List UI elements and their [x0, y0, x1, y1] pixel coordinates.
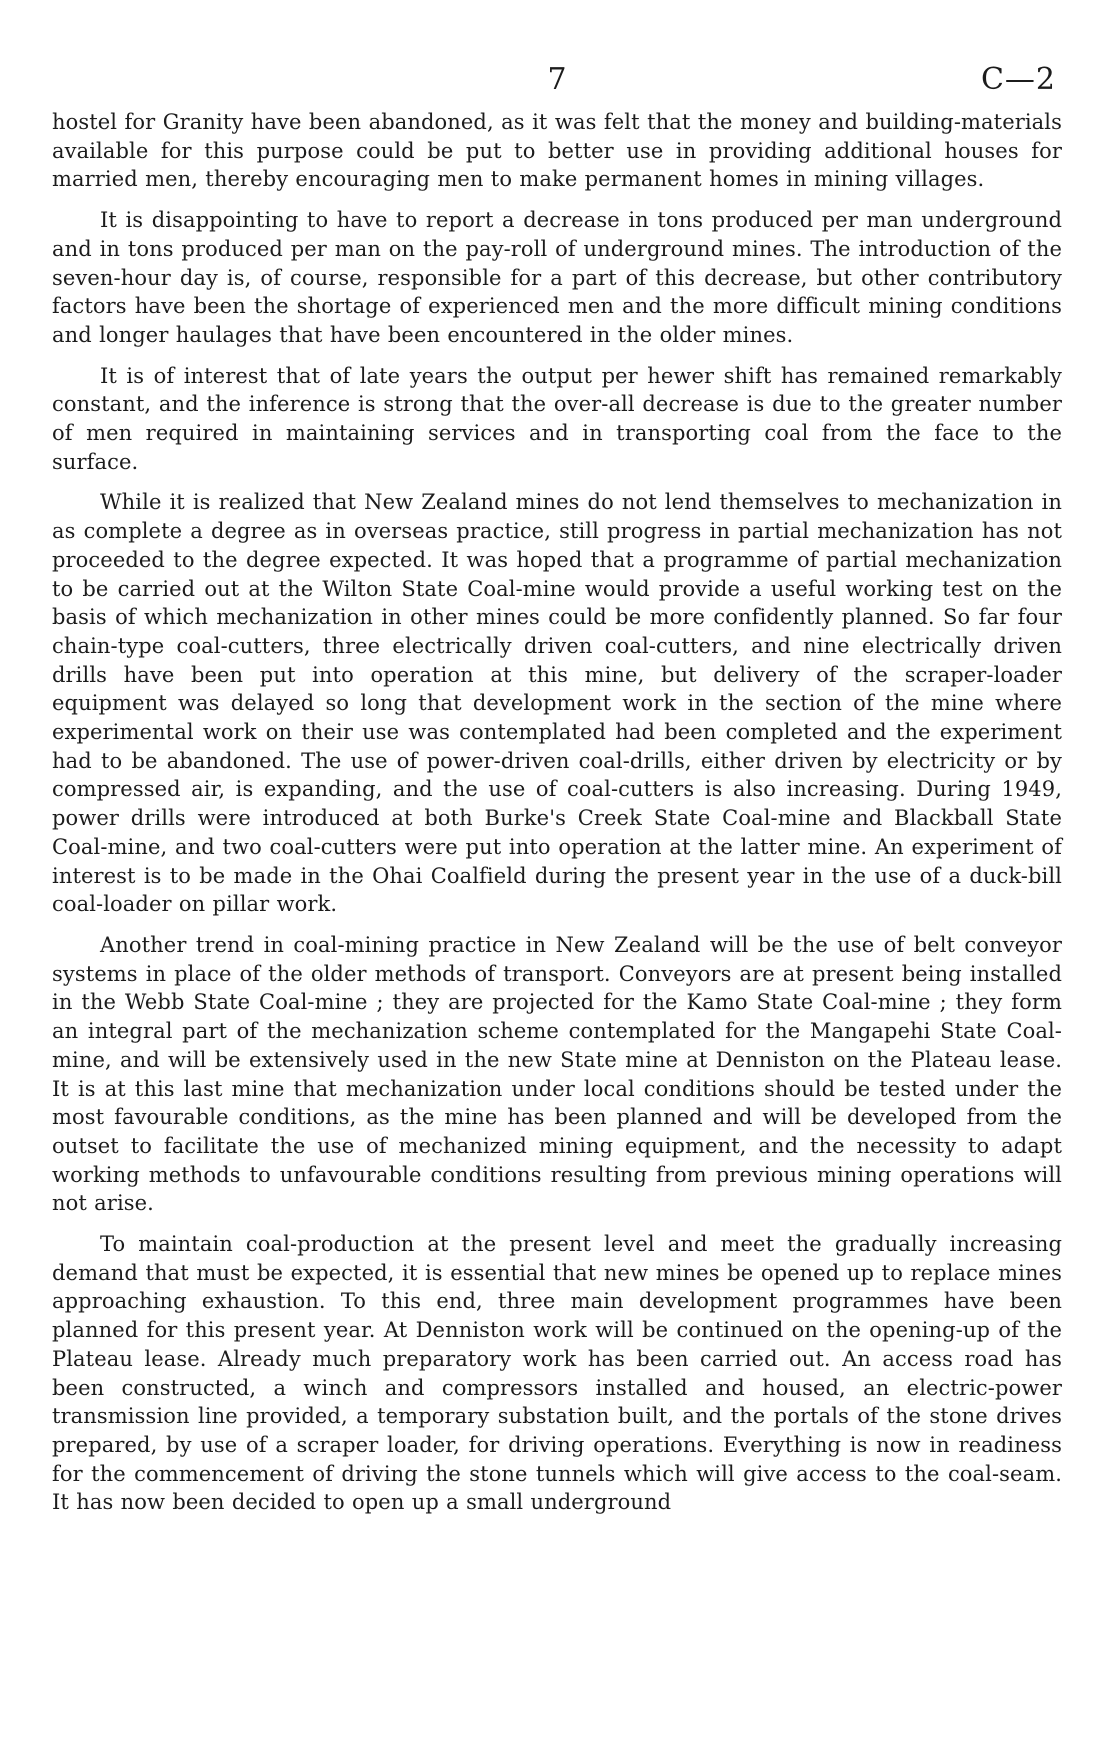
- page-header: [0, 62, 1114, 102]
- paragraph-tons-decrease: It is disappointing to have to report a decrease in tons produced per man underground and in tons produced per man on the pay-roll of underground mines. The introduction of the seven-hour day is, of course, responsible for a part of this decrease, but other contributory factors have been the shortage of experienced men and the more difficult mining conditions and longer haulages that have been encountered in the older mines.: [52, 208, 1062, 347]
- paragraph-development-programmes: To maintain coal-production at the present level and meet the gradually increasing demand that must be expected, it is essential that new mines be opened up to replace mines approaching exhaustion. To this end, three main development programmes have been planned for this present year. At Denniston work will be continued on the opening-up of the Plateau lease. Already much preparatory work has been carried out. An access road has been constructed, a winch and compressors installed and housed, an electric-power transmission line provided, a temporary substation built, and the portals of the stone drives prepared, by use of a scraper loader, for driving operations. Everything is now in readiness for the commencement of driving the stone tunnels which will give access to the coal-seam. It has now been decided to open up a small underground: [52, 1232, 1062, 1515]
- paragraph-continued-hostel: hostel for Granity have been abandoned, as it was felt that the money and building-materials available for this purpose could be put to better use in providing additional houses for married men, thereby encouraging men to make permanent homes in mining villages.: [52, 110, 1062, 192]
- paragraph-mechanization: While it is realized that New Zealand mines do not lend themselves to mechanization in as complete a degree as in overseas practice, still progress in partial mechanization has not proceeded to the degree expected. It was hoped that a programme of partial mechanization to be carried out at the Wilton State Coal-mine would provide a useful working test on the basis of which mechanization in other mines could be more confidently planned. So far four chain-type coal-cutters, three electrically driven coal-cutters, and nine electrically driven drills have been put into operation at this mine, but delivery of the scraper-loader equipment was delayed so long that development work in the section of the mine where experimental work on their use was contemplated had been completed and the experiment had to be abandoned. The use of power-driven coal-drills, either driven by electricity or by compressed air, is expanding, and the use of coal-cutters is also increasing. During 1949, power drills were introduced at both Burke's Creek State Coal-mine and Blackball State Coal-mine, and two coal-cutters were put into operation at the latter mine. An experiment of interest is to be made in the Ohai Coalfield during the present year in the use of a duck-bill coal-loader on pillar work.: [52, 490, 1062, 917]
- paragraph-belt-conveyors: Another trend in coal-mining practice in New Zealand will be the use of belt conveyor systems in place of the older methods of transport. Conveyors are at present being installed in the Webb State Coal-mine ; they are projected for the Kamo State Coal-mine ; they form an integral part of the mechanization scheme contemplated for the Mangapehi State Coal-mine, and will be extensively used in the new State mine at Denniston on the Plateau lease. It is at this last mine that mechanization under local conditions should be tested under the most favourable conditions, as the mine has been planned and will be developed from the outset to facilitate the use of mechanized mining equipment, and the necessity to adapt working methods to unfavourable conditions resulting from previous mining operations will not arise.: [52, 932, 1062, 1216]
- document-reference: C—2: [980, 62, 1056, 97]
- body-text: [52, 108, 1062, 1529]
- paragraph-hewer-output: It is of interest that of late years the output per hewer shift has remained remarkably constant, and the inference is strong that the over-all decrease is due to the greater number of men required in maintaining services and in transporting coal from the face to the surface.: [52, 363, 1062, 474]
- page-number: 7: [547, 62, 567, 97]
